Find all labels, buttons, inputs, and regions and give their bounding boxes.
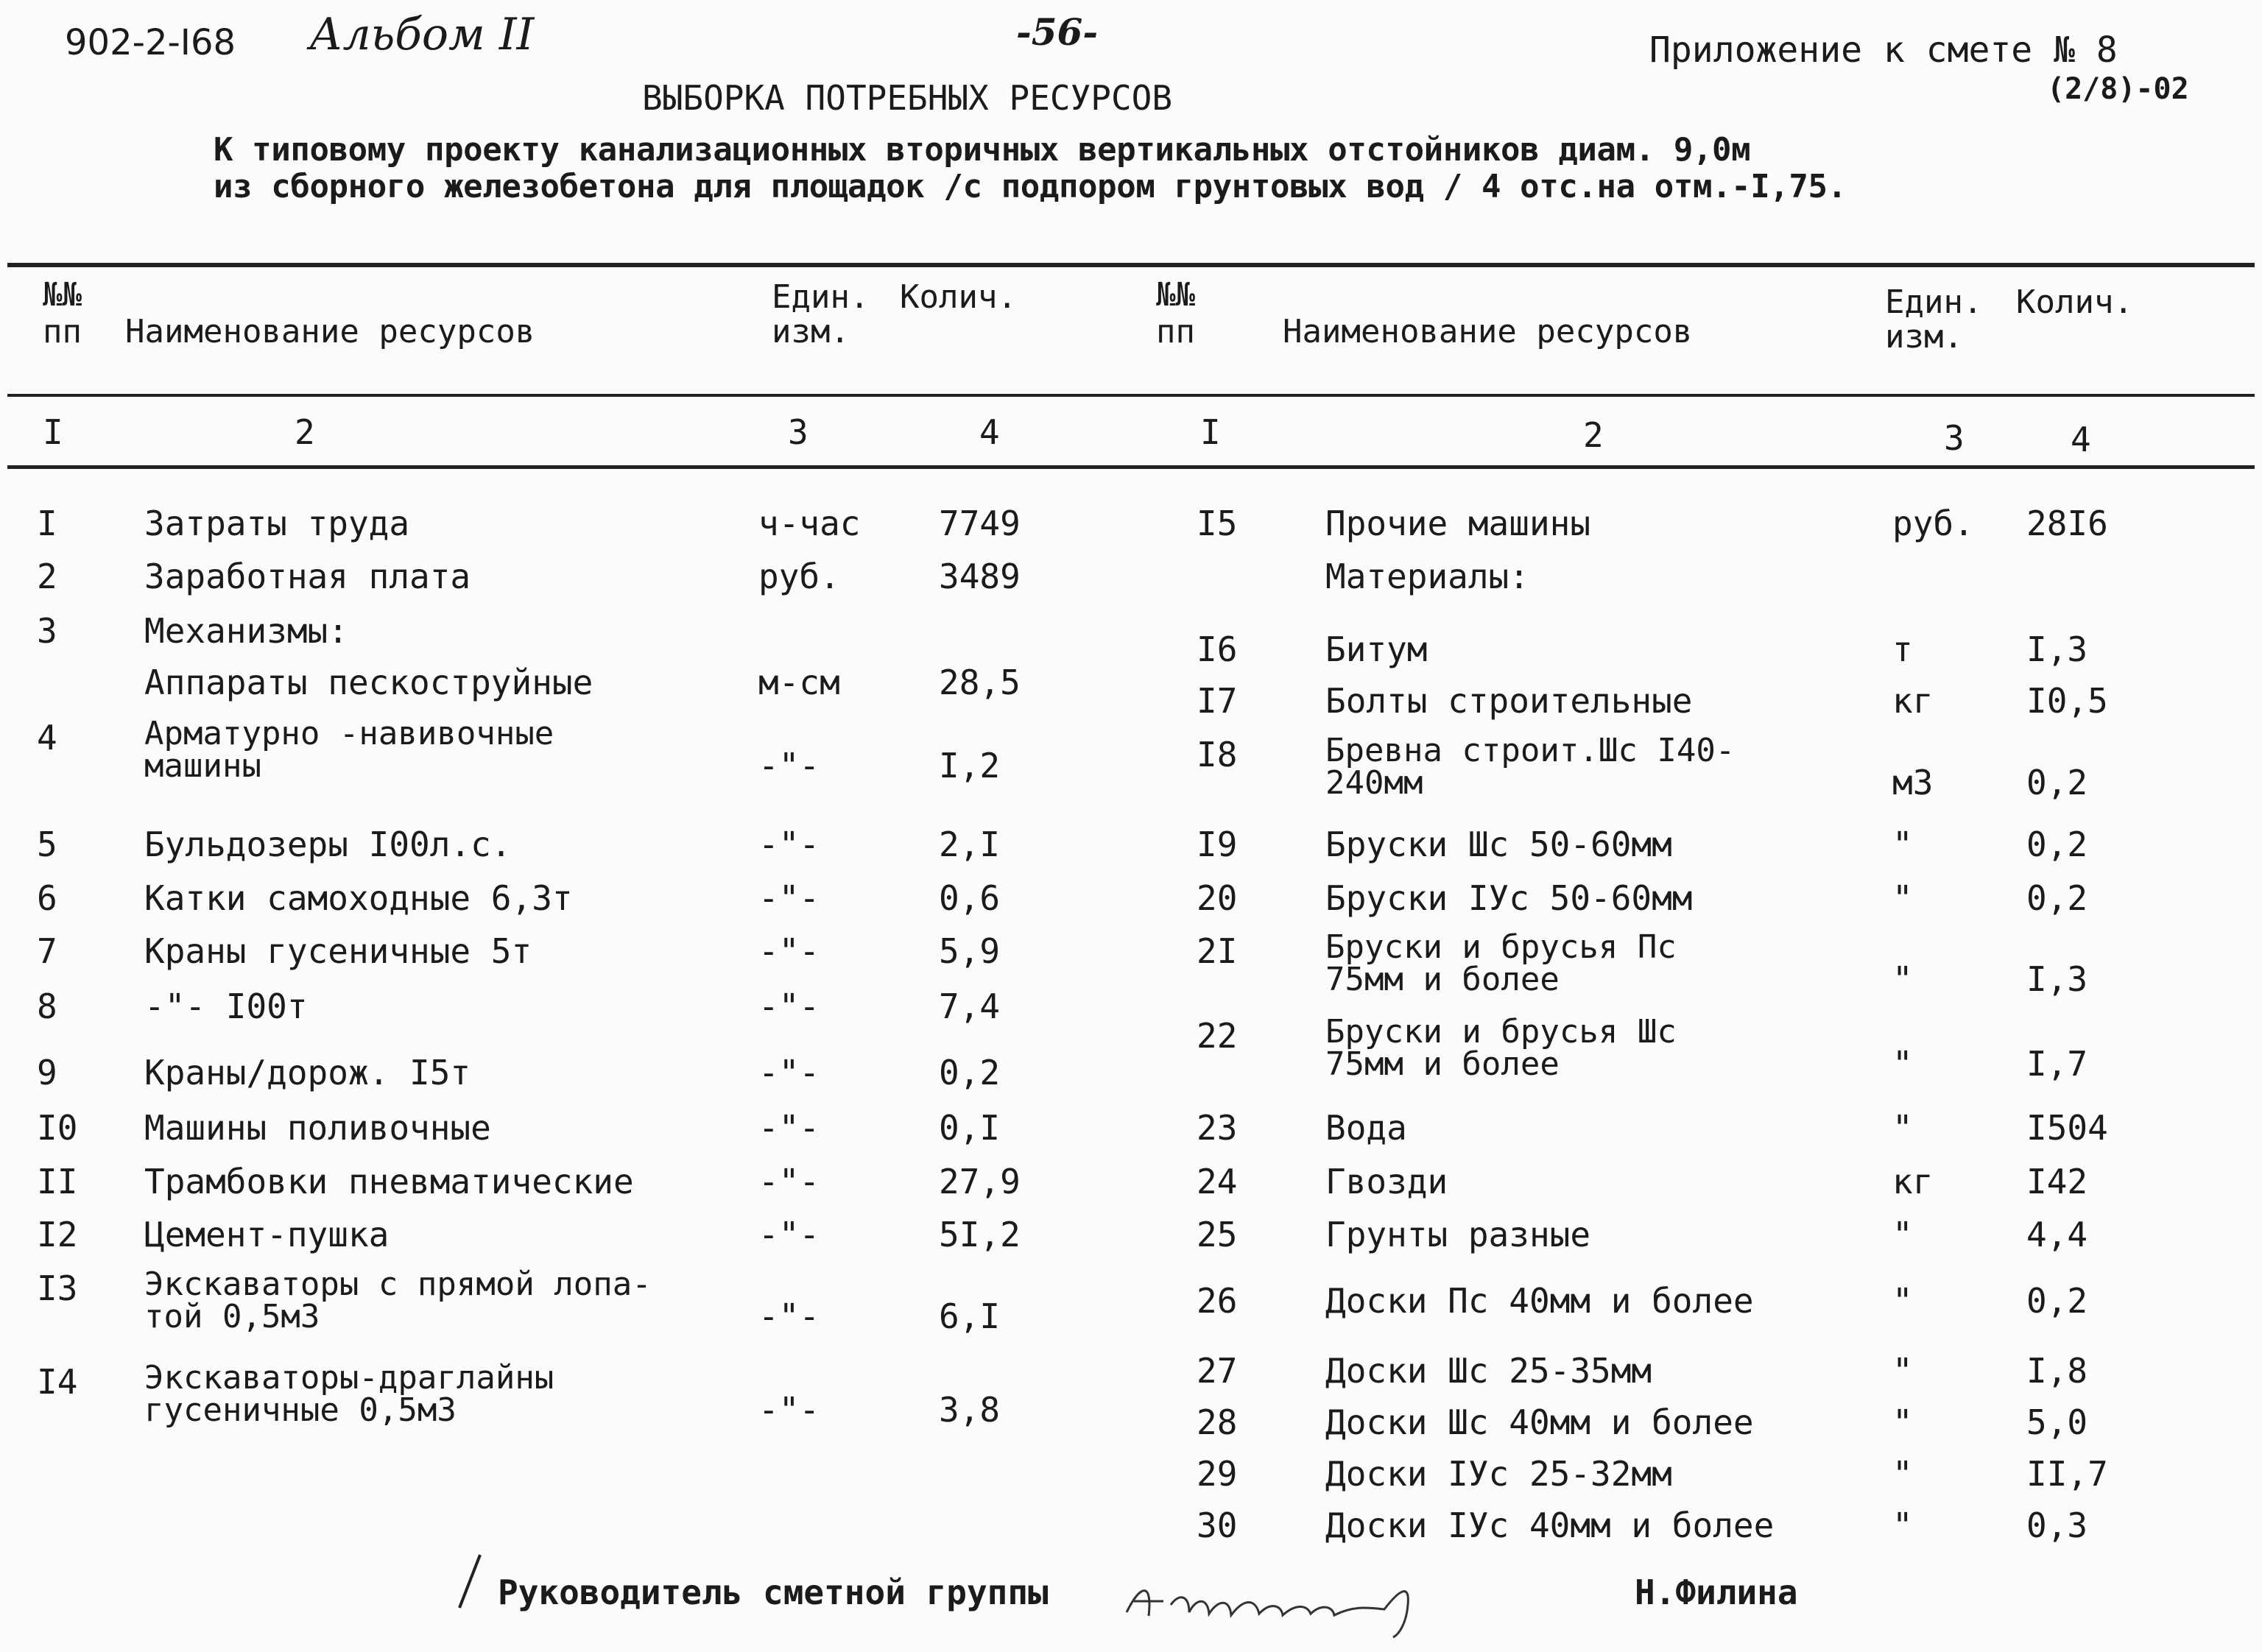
col-index-4-left: 4 (979, 412, 1000, 452)
col-index-2-right: 2 (1583, 415, 1604, 455)
col-num-top-left: №№ (43, 276, 82, 314)
row-quantity: 3489 (939, 557, 1021, 596)
row-number: I8 (1197, 735, 1238, 774)
col-name-left: Наименование ресурсов (125, 313, 535, 350)
row-unit: ч-час (758, 504, 861, 543)
row-number: 8 (37, 986, 57, 1026)
col-unit-top-right: Един. (1885, 283, 1983, 321)
col-num-top-right: №№ (1156, 276, 1195, 314)
row-number: 3 (37, 611, 57, 651)
row-number: I (37, 504, 57, 543)
row-resource-name: Экскаваторы с прямой лопа- (144, 1266, 652, 1303)
row-number: 4 (37, 718, 57, 758)
row-number: I4 (37, 1362, 78, 1402)
row-unit: -"- (758, 1390, 820, 1430)
row-quantity: 5,9 (939, 931, 1001, 971)
table-top-rule (7, 263, 2255, 267)
row-quantity: 0,3 (2026, 1505, 2088, 1545)
row-resource-name: Прочие машины (1325, 504, 1591, 543)
row-unit: -"- (758, 1162, 820, 1201)
row-quantity: 0,2 (2026, 763, 2088, 802)
col-num-bottom-right: пп (1156, 313, 1195, 350)
footer-slash-mark (455, 1552, 485, 1611)
row-resource-name: Краны/дорож. I5т (144, 1053, 471, 1092)
row-resource-name: Материалы: (1325, 557, 1529, 596)
row-quantity: 5I,2 (939, 1215, 1021, 1254)
row-number: 2I (1197, 931, 1238, 971)
series-number: 902-2-I68 (65, 22, 236, 63)
row-resource-name: Битум (1325, 629, 1428, 669)
row-unit: -"- (758, 1215, 820, 1254)
row-number: 22 (1197, 1016, 1238, 1056)
row-number: 7 (37, 931, 57, 971)
document-subtitle-line2: из сборного железобетона для площадок /с подпором грунтовых вод / 4 отс.на отм.-I,75. (214, 168, 1847, 205)
document-subtitle-line1: К типовому проекту канализационных вторичных вертикальных отстойников диам. 9,0м (214, 131, 1751, 169)
row-unit: м-см (758, 663, 840, 702)
row-unit: т (1892, 629, 1913, 669)
row-unit: " (1892, 1108, 1913, 1148)
row-resource-name: Трамбовки пневматические (144, 1162, 634, 1201)
row-resource-name: Доски Шс 25-35мм (1325, 1351, 1652, 1391)
row-unit: -"- (758, 986, 820, 1026)
row-number: I7 (1197, 681, 1238, 721)
row-number: 9 (37, 1053, 57, 1092)
row-quantity: I,3 (2026, 959, 2088, 999)
row-unit: -"- (758, 931, 820, 971)
row-number: I0 (37, 1108, 78, 1148)
row-number: 27 (1197, 1351, 1238, 1391)
row-unit: руб. (758, 557, 840, 596)
row-resource-name: гусеничные 0,5м3 (144, 1391, 457, 1429)
row-quantity: 2,I (939, 825, 1001, 864)
row-resource-name: Затраты труда (144, 504, 410, 543)
row-number: I2 (37, 1215, 78, 1254)
row-resource-name: 75мм и более (1325, 1045, 1560, 1083)
col-index-1-left: I (43, 412, 63, 452)
row-resource-name: Доски Шс 40мм и более (1325, 1402, 1754, 1442)
row-resource-name: Доски IУс 40мм и более (1325, 1505, 1775, 1545)
row-resource-name: Цемент-пушка (144, 1215, 390, 1254)
row-quantity: II,7 (2026, 1454, 2108, 1494)
row-quantity: 5,0 (2026, 1402, 2088, 1442)
row-resource-name: Вода (1325, 1108, 1407, 1148)
row-unit: -"- (758, 1053, 820, 1092)
row-unit: руб. (1892, 504, 1974, 543)
row-number: 5 (37, 825, 57, 864)
row-resource-name: Катки самоходные 6,3т (144, 878, 573, 918)
row-resource-name: Аппараты пескоструйные (144, 663, 593, 702)
row-number: 26 (1197, 1281, 1238, 1321)
row-number: I5 (1197, 504, 1238, 543)
header-bottom-rule (7, 394, 2255, 397)
row-unit: -"- (758, 825, 820, 864)
col-index-3-left: 3 (788, 412, 808, 452)
row-resource-name: -"- I00т (144, 986, 308, 1026)
row-quantity: 0,6 (939, 878, 1001, 918)
album-label: Альбом II (309, 9, 535, 60)
row-resource-name: 75мм и более (1325, 961, 1560, 998)
row-unit: " (1892, 1351, 1913, 1391)
row-resource-name: машины (144, 747, 261, 785)
row-unit: " (1892, 1044, 1913, 1084)
col-index-4-right: 4 (2071, 420, 2091, 459)
row-unit: " (1892, 1454, 1913, 1494)
row-number: 23 (1197, 1108, 1238, 1148)
row-number: II (37, 1162, 78, 1201)
footer-role: Руководитель сметной группы (498, 1572, 1049, 1612)
row-number: 29 (1197, 1454, 1238, 1494)
row-quantity: 6,I (939, 1296, 1001, 1336)
col-qty-right: Колич. (2016, 283, 2133, 321)
document-title: ВЫБОРКА ПОТРЕБНЫХ РЕСУРСОВ (642, 78, 1173, 118)
row-unit: м3 (1892, 763, 1934, 802)
appendix-code: (2/8)-02 (2047, 72, 2189, 106)
row-quantity: I,7 (2026, 1044, 2088, 1084)
row-quantity: 0,2 (2026, 878, 2088, 918)
row-quantity: 28I6 (2026, 504, 2108, 543)
row-unit: " (1892, 1215, 1913, 1254)
row-number: 6 (37, 878, 57, 918)
row-resource-name: Бруски и брусья Пс (1325, 928, 1677, 966)
row-resource-name: Экскаваторы-драглайны (144, 1359, 554, 1397)
col-name-right: Наименование ресурсов (1283, 313, 1693, 350)
row-unit: -"- (758, 746, 820, 786)
row-quantity: 7,4 (939, 986, 1001, 1026)
col-index-2-left: 2 (295, 412, 315, 452)
col-unit-bottom-left: изм. (772, 313, 850, 350)
footer-signer-name: Н.Филина (1635, 1572, 1798, 1612)
footer-signature (1119, 1561, 1458, 1642)
page-number: -56- (1016, 10, 1099, 54)
row-resource-name: Бруски и брусья Шс (1325, 1013, 1677, 1051)
row-unit: " (1892, 1281, 1913, 1321)
row-unit: " (1892, 959, 1913, 999)
row-quantity: 0,2 (939, 1053, 1001, 1092)
row-resource-name: Бульдозеры I00л.с. (144, 825, 512, 864)
appendix-label: Приложение к смете № 8 (1649, 29, 2118, 71)
row-unit: " (1892, 1402, 1913, 1442)
row-quantity: 4,4 (2026, 1215, 2088, 1254)
row-resource-name: Арматурно -навивочные (144, 715, 554, 752)
row-number: I9 (1197, 825, 1238, 864)
row-resource-name: той 0,5м3 (144, 1298, 320, 1335)
row-quantity: 27,9 (939, 1162, 1021, 1201)
col-qty-left: Колич. (900, 278, 1017, 316)
row-quantity: I42 (2026, 1162, 2088, 1201)
row-unit: кг (1892, 681, 1934, 721)
index-row-rule (7, 465, 2255, 469)
col-index-3-right: 3 (1944, 418, 1965, 458)
row-quantity: I,8 (2026, 1351, 2088, 1391)
row-resource-name: Доски IУс 25-32мм (1325, 1454, 1672, 1494)
row-number: I3 (37, 1268, 78, 1308)
row-number: I6 (1197, 629, 1238, 669)
row-number: 20 (1197, 878, 1238, 918)
row-resource-name: Бруски Шс 50-60мм (1325, 825, 1672, 864)
row-quantity: 0,I (939, 1108, 1001, 1148)
row-unit: -"- (758, 878, 820, 918)
row-quantity: 28,5 (939, 663, 1021, 702)
row-resource-name: Машины поливочные (144, 1108, 491, 1148)
row-resource-name: Гвозди (1325, 1162, 1448, 1201)
row-quantity: I0,5 (2026, 681, 2108, 721)
row-unit: " (1892, 825, 1913, 864)
col-index-1-right: I (1200, 412, 1221, 452)
col-num-bottom-left: пп (43, 313, 82, 350)
row-quantity: 0,2 (2026, 825, 2088, 864)
row-unit: -"- (758, 1108, 820, 1148)
row-resource-name: 240мм (1325, 764, 1423, 802)
row-quantity: 0,2 (2026, 1281, 2088, 1321)
row-number: 2 (37, 557, 57, 596)
col-unit-bottom-right: изм. (1885, 318, 1963, 356)
row-unit: кг (1892, 1162, 1934, 1201)
col-unit-top-left: Един. (772, 278, 870, 316)
row-number: 28 (1197, 1402, 1238, 1442)
row-resource-name: Болты строительные (1325, 681, 1693, 721)
row-resource-name: Бруски IУс 50-60мм (1325, 878, 1693, 918)
row-quantity: 7749 (939, 504, 1021, 543)
row-number: 25 (1197, 1215, 1238, 1254)
row-resource-name: Механизмы: (144, 611, 348, 651)
row-number: 30 (1197, 1505, 1238, 1545)
row-quantity: 3,8 (939, 1390, 1001, 1430)
row-number: 24 (1197, 1162, 1238, 1201)
row-unit: " (1892, 878, 1913, 918)
row-quantity: I,2 (939, 746, 1001, 786)
row-resource-name: Бревна строит.Шс I40- (1325, 732, 1736, 769)
row-quantity: I,3 (2026, 629, 2088, 669)
row-resource-name: Доски Пс 40мм и более (1325, 1281, 1754, 1321)
row-quantity: I504 (2026, 1108, 2108, 1148)
row-unit: " (1892, 1505, 1913, 1545)
row-resource-name: Грунты разные (1325, 1215, 1591, 1254)
row-resource-name: Краны гусеничные 5т (144, 931, 532, 971)
row-unit: -"- (758, 1296, 820, 1336)
row-resource-name: Заработная плата (144, 557, 471, 596)
